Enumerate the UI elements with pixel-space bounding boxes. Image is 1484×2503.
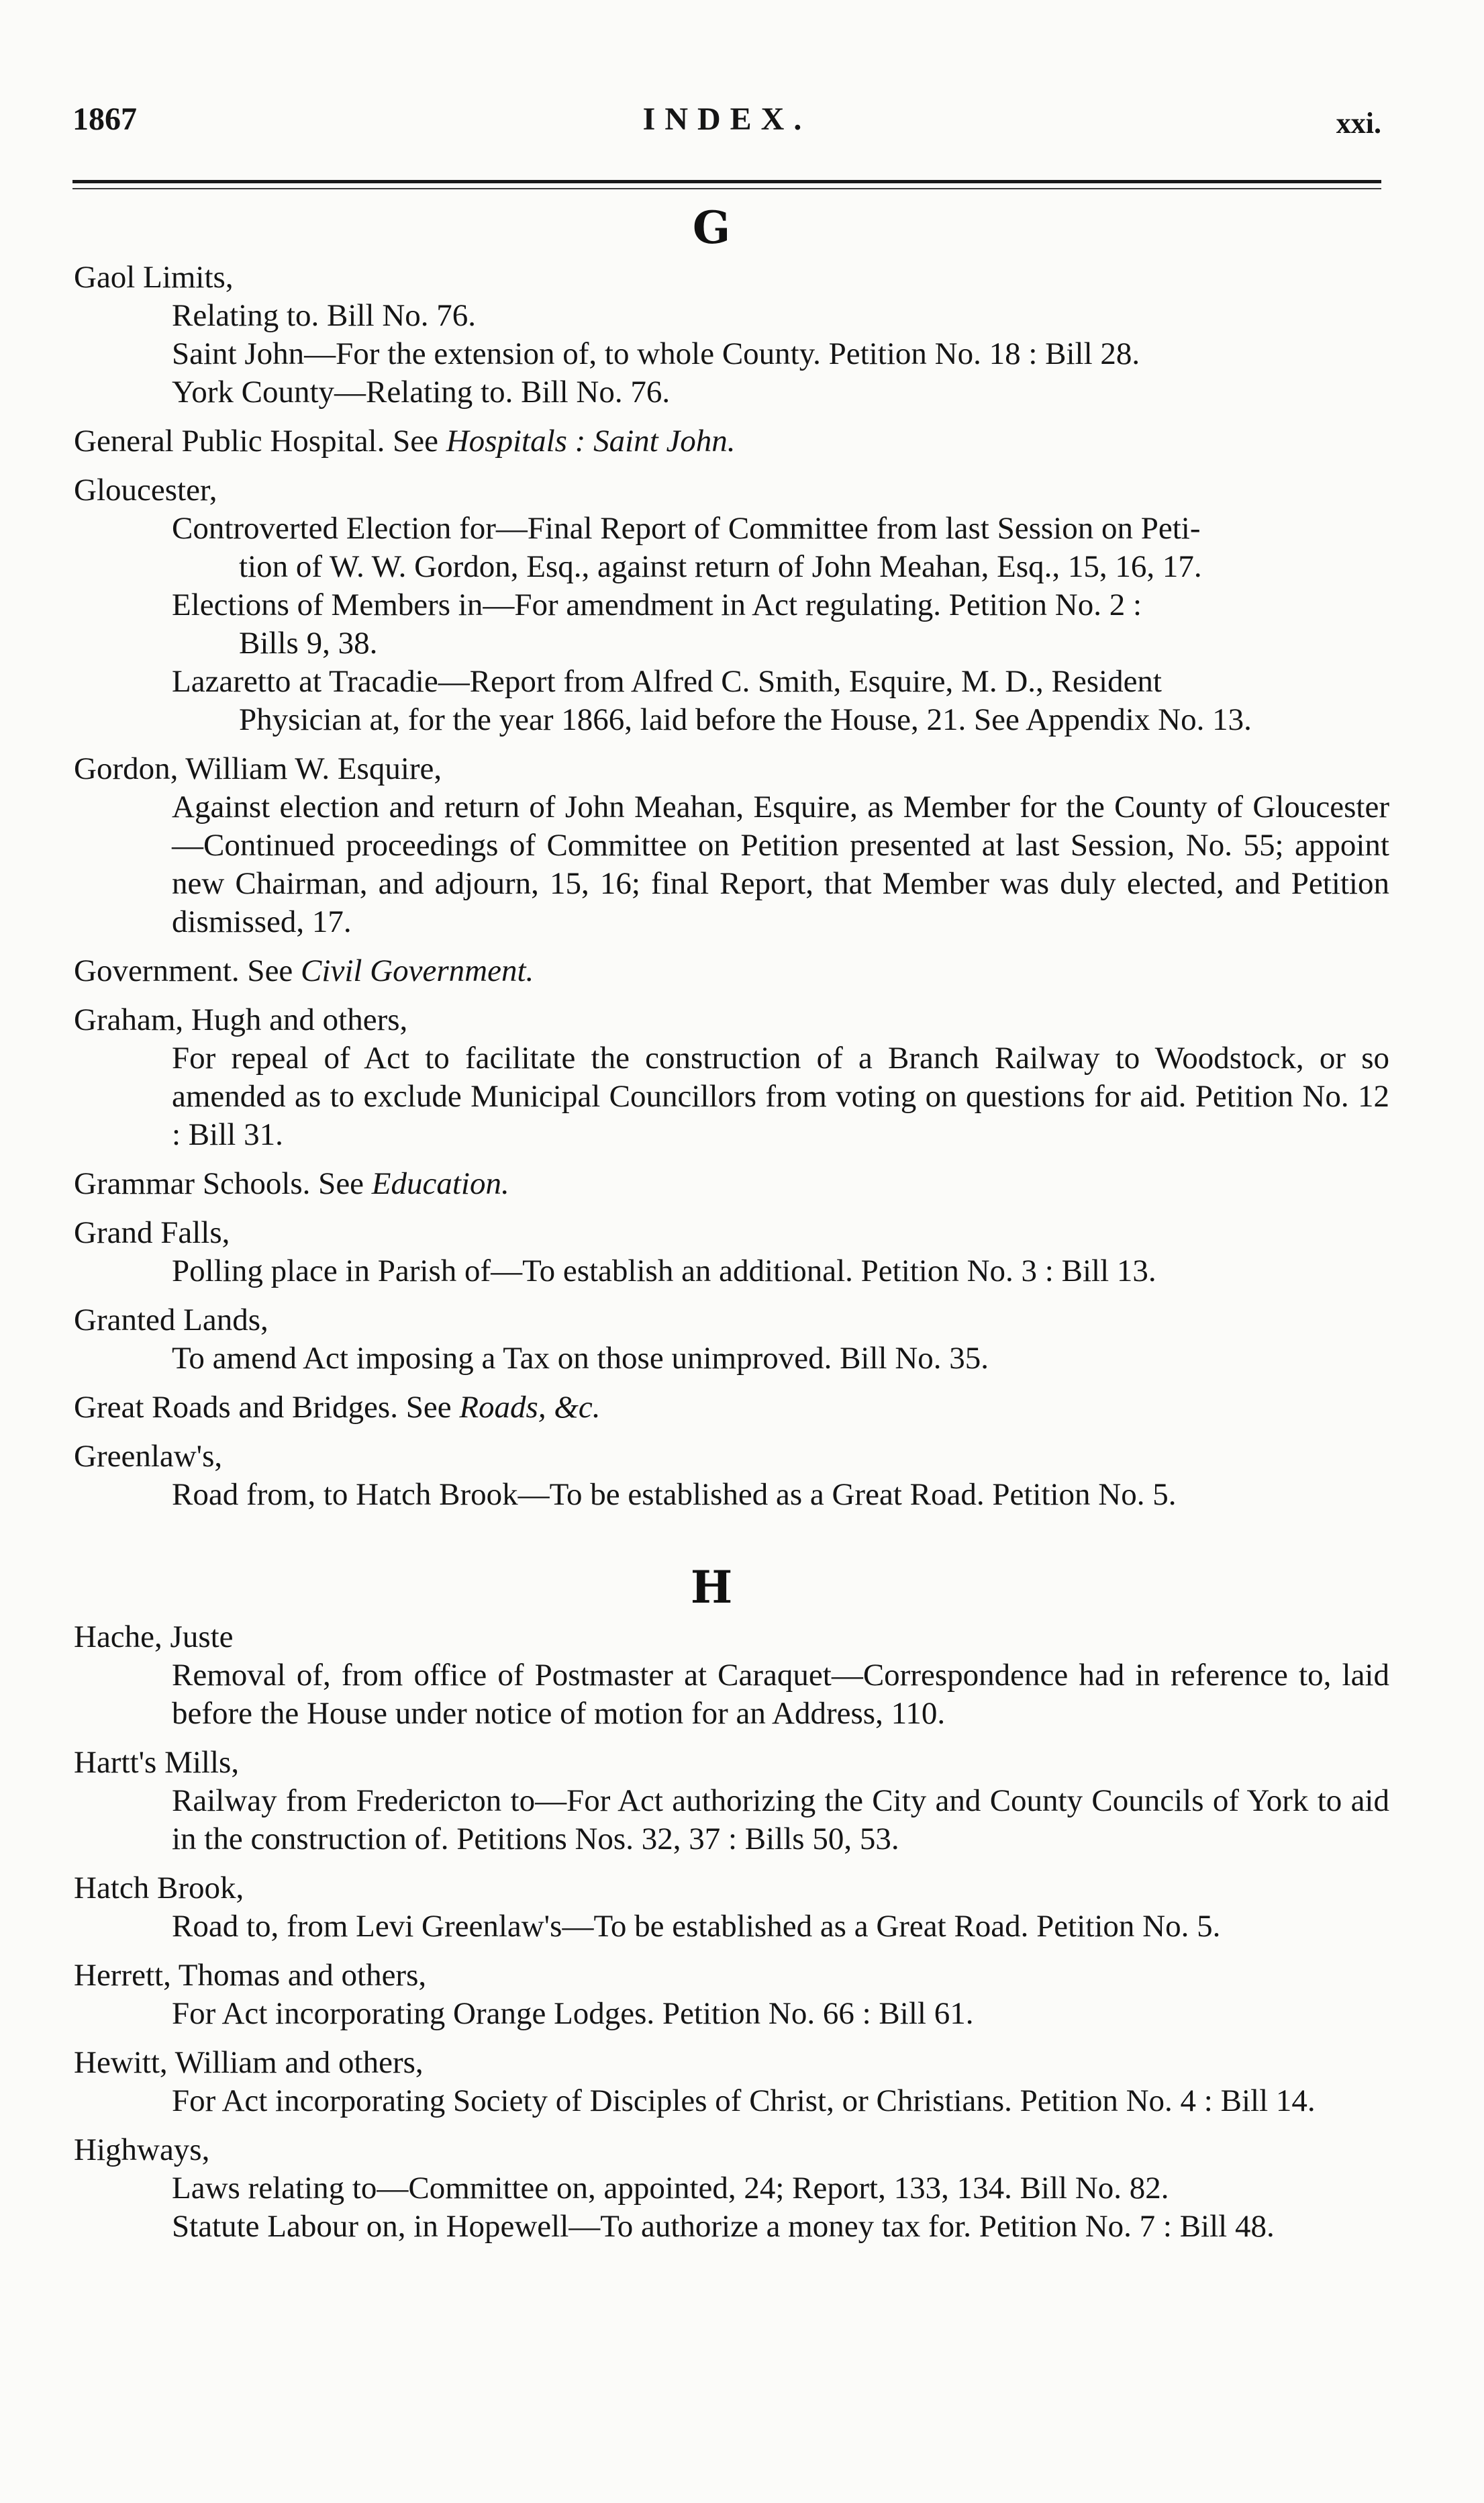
entry-heading: Hartt's Mills, [74,1745,240,1780]
entry-heading: Hewitt, William and others, [74,2045,424,2080]
index-entry-great-roads [74,1388,1389,1427]
entry-heading: Grammar Schools. See [74,1166,364,1201]
see-reference: Education. [371,1166,509,1201]
entry-heading: Granted Lands, [74,1303,268,1337]
entry-subentry: For Act incorporating Orange Lodges. Petition No. 66 : Bill 61. [172,1996,974,2031]
entry-heading: Government. See [74,953,293,988]
entry-subentry: Laws relating to—Committee on, appointed, 24; Report, 133, 134. Bill No. 82. [172,2171,1169,2206]
index-entry-highways [74,2131,1389,2246]
year-label: 1867 [72,101,137,137]
entry-subentry: Polling place in Parish of—To establish an additional. Petition No. 3 : Bill 13. [172,1254,1156,1288]
entry-subentry: Lazaretto at Tracadie—Report from Alfred C. Smith, Esquire, M. D., Resident Physician at, for the year 1866, laid before the House, 21. See Appendix No. 13. [172,664,1252,737]
section-letter-g: G [692,201,731,254]
entry-heading: Gloucester, [74,473,217,508]
index-entry-hewitt-william [74,2044,1389,2120]
see-reference: Roads, &c. [459,1390,601,1425]
entry-subentry: Controverted Election for—Final Report of Committee from last Session on Peti- tion of W. W. Gordon, Esq., against return of John Meahan, Esq., 15, 16, 17. [172,511,1202,584]
entry-heading: Herrett, Thomas and others, [74,1958,427,1993]
entry-heading: Highways, [74,2132,210,2167]
entry-subentry: To amend Act imposing a Tax on those unimproved. Bill No. 35. [172,1341,989,1376]
see-reference: Hospitals : Saint John. [446,424,736,459]
index-entry-government [74,952,1389,990]
section-g-entries [74,258,1389,1525]
entry-subentry: Removal of, from office of Postmaster at Caraquet—Correspondence had in reference to, laid before the House under notice of motion for an Address, 110. [172,1658,1389,1731]
index-entry-general-public-hospital [74,422,1389,461]
entry-heading: General Public Hospital. See [74,424,438,459]
section-letter-h: H [690,1561,733,1613]
entry-heading: Gaol Limits, [74,260,234,295]
index-entry-grand-falls [74,1214,1389,1290]
entry-subentry: For repeal of Act to facilitate the construction of a Branch Railway to Woodstock, or so amended as to exclude Municipal Councillors from voting on questions for aid. Petition No. 12 : Bill 31. [172,1041,1389,1152]
entry-subentry: Road from, to Hatch Brook—To be established as a Great Road. Petition No. 5. [172,1477,1177,1512]
index-entry-gordon-william [74,750,1389,941]
index-entry-gaol-limits [74,258,1389,412]
header-rule [72,180,1381,183]
see-reference: Civil Government. [301,953,534,988]
entry-subentry: Against election and return of John Meahan, Esquire, as Member for the County of Gloucester—Continued proceedings of Committee on Petition presented at last Session, No. 55; appoint new Chairman, and adjourn, 15, 16; final Report, that Member was duly elected, and Petition dismissed, 17. [172,790,1389,939]
entry-heading: Gordon, William W. Esquire, [74,751,442,786]
index-entry-greenlaws [74,1437,1389,1514]
entry-heading: Graham, Hugh and others, [74,1002,408,1037]
page-number: xxi. [1336,107,1381,140]
index-entry-herrett-thomas [74,1956,1389,2033]
index-entry-granted-lands [74,1301,1389,1378]
header-rule-thin [72,188,1381,189]
entry-subentry: Relating to. Bill No. 76. [172,298,477,333]
index-entry-hartts-mills [74,1744,1389,1858]
entry-heading: Grand Falls, [74,1215,230,1250]
entry-subentry: Statute Labour on, in Hopewell—To authorize a money tax for. Petition No. 7 : Bill 48. [172,2209,1275,2244]
entry-subentry: Railway from Fredericton to—For Act authorizing the City and County Councils of York to aid in the construction of. Petitions Nos. 32, 37 : Bills 50, 53. [172,1783,1389,1856]
index-entry-graham-hugh [74,1001,1389,1154]
index-entry-hache-juste [74,1618,1389,1733]
page-title: INDEX. [642,101,811,137]
index-entry-gloucester [74,471,1389,739]
entry-heading: Hache, Juste [74,1619,234,1654]
entry-subentry: York County—Relating to. Bill No. 76. [172,375,671,410]
entry-subentry: Elections of Members in—For amendment in Act regulating. Petition No. 2 : Bills 9, 38. [172,587,1142,661]
entry-heading: Hatch Brook, [74,1871,244,1905]
entry-subentry: Road to, from Levi Greenlaw's—To be established as a Great Road. Petition No. 5. [172,1909,1221,1944]
entry-subentry: For Act incorporating Society of Disciples of Christ, or Christians. Petition No. 4 : Bill 14. [172,2083,1316,2118]
index-entry-hatch-brook [74,1869,1389,1946]
entry-heading: Greenlaw's, [74,1439,223,1474]
entry-heading: Great Roads and Bridges. See [74,1390,452,1425]
page-header [72,101,1381,161]
entry-subentry: Saint John—For the extension of, to whole County. Petition No. 18 : Bill 28. [172,336,1140,371]
section-h-entries [74,1618,1389,2257]
index-entry-grammar-schools [74,1165,1389,1203]
